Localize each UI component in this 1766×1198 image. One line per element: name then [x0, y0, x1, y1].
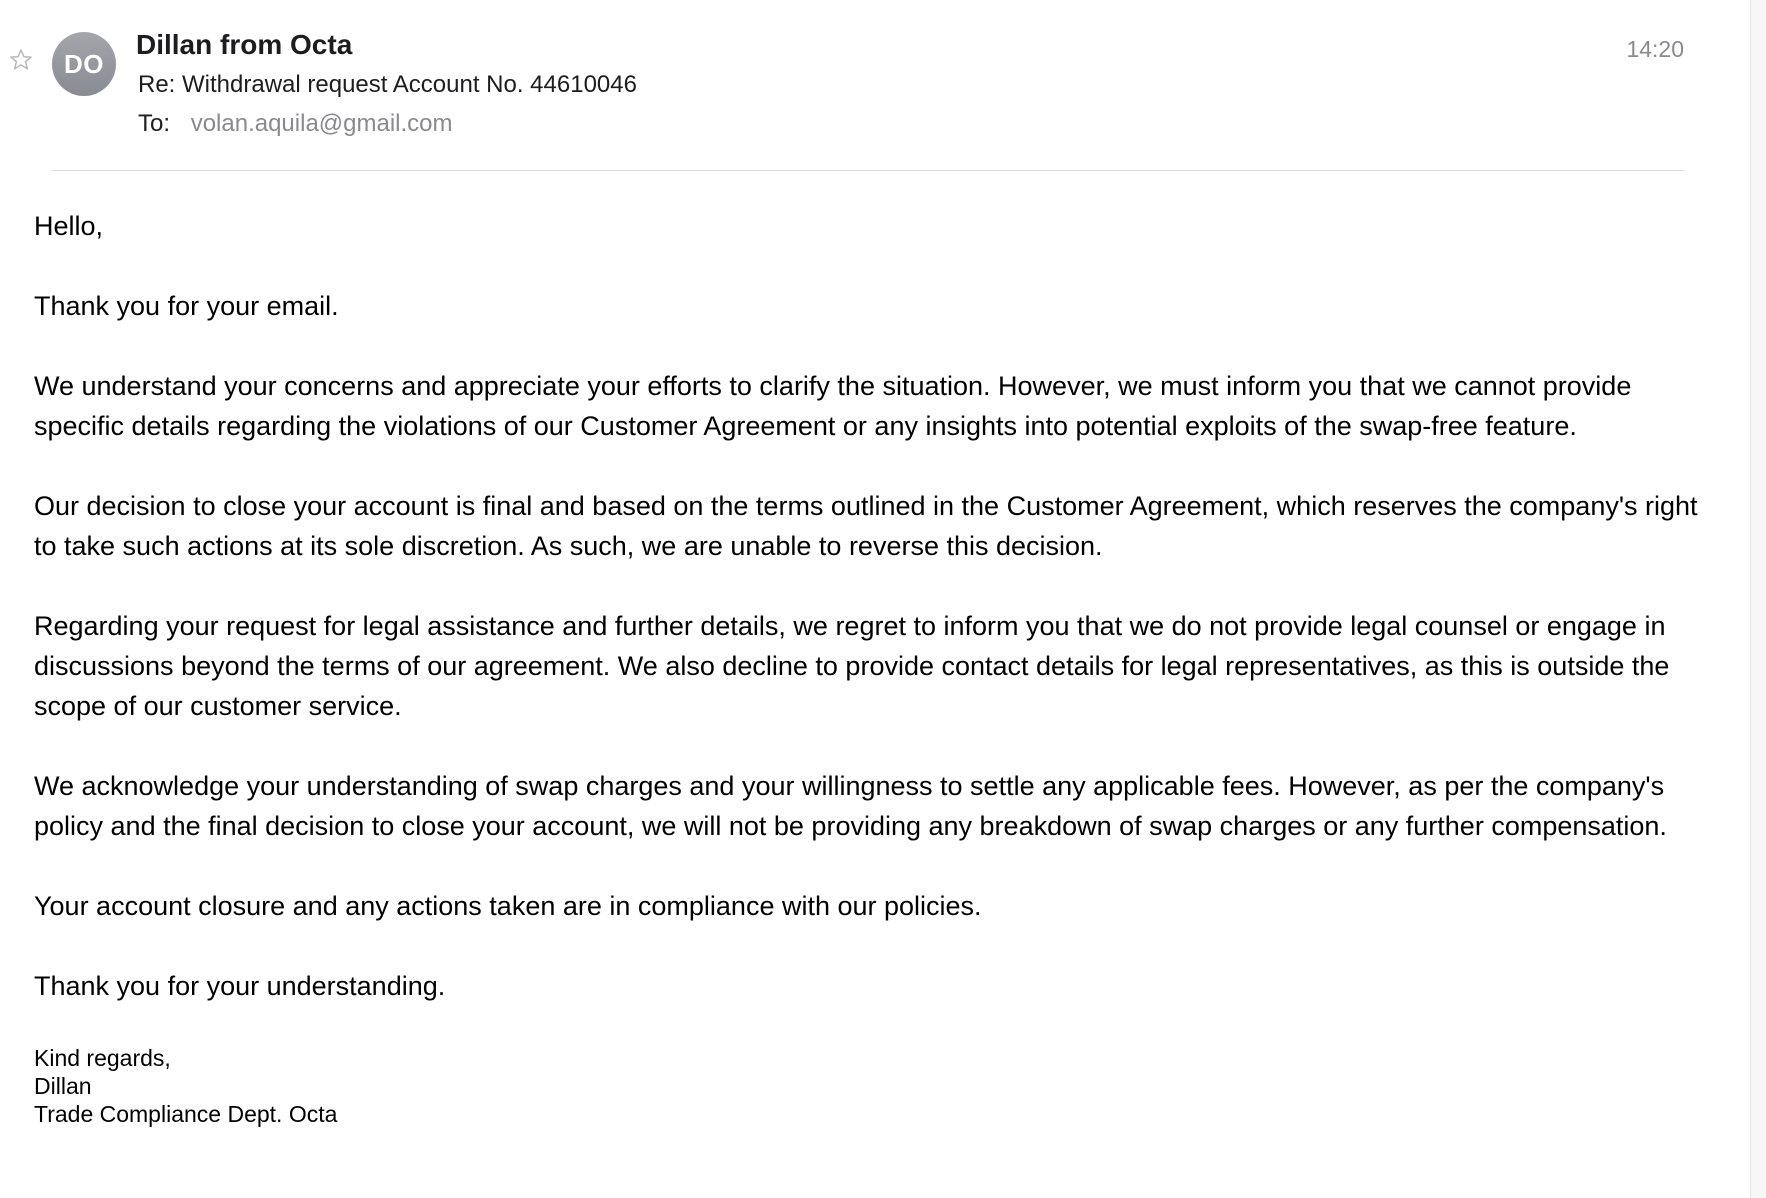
body-paragraph: We acknowledge your understanding of swap charges and your willingness to settle any applicable fees. However, as per the company's policy and the final decision to close your account, we will not be providing any breakdown of swap charges or any further compensation. [34, 771, 1667, 841]
signature-line: Trade Compliance Dept. Octa [34, 1101, 338, 1127]
body-paragraph: Your account closure and any actions taken are in compliance with our policies. [34, 891, 982, 921]
signature-line: Kind regards, [34, 1045, 171, 1071]
body-paragraph: Thank you for your email. [34, 291, 339, 321]
body-paragraph: Thank you for your understanding. [34, 971, 446, 1001]
avatar-initials: DO [64, 48, 104, 79]
header-divider [52, 170, 1684, 171]
body-paragraph: Regarding your request for legal assistance and further details, we regret to inform you that we do not provide legal counsel or engage in discussions beyond the terms of our agreement. We also decline to provide contact details for legal representatives, as this is outside the scope of our customer service. [34, 611, 1670, 721]
email-subject: Re: Withdrawal request Account No. 44610046 [138, 71, 637, 98]
to-label: To: [138, 110, 171, 137]
email-time: 14:20 [1626, 36, 1684, 62]
recipient-address[interactable]: volan.aquila@gmail.com [190, 110, 453, 137]
signature [34, 1044, 1724, 1128]
body-paragraph: Hello, [34, 211, 104, 241]
window-edge [1750, 0, 1766, 1198]
body-paragraph: We understand your concerns and appreciate your efforts to clarify the situation. However, we must inform you that we cannot provide specific details regarding the violations of our Customer Agreement or any insights into potential exploits of the swap-free feature. [34, 371, 1632, 441]
star-icon[interactable] [8, 47, 34, 73]
email-body [34, 206, 1724, 1128]
avatar [52, 32, 116, 96]
recipient-row [138, 110, 453, 138]
sender-name[interactable]: Dillan from Octa [136, 29, 353, 60]
body-paragraph: Our decision to close your account is final and based on the terms outlined in the Customer Agreement, which reserves the company's right to take such actions at its sole discretion. As such, we are unable to reverse this decision. [34, 491, 1698, 561]
signature-line: Dillan [34, 1073, 92, 1099]
